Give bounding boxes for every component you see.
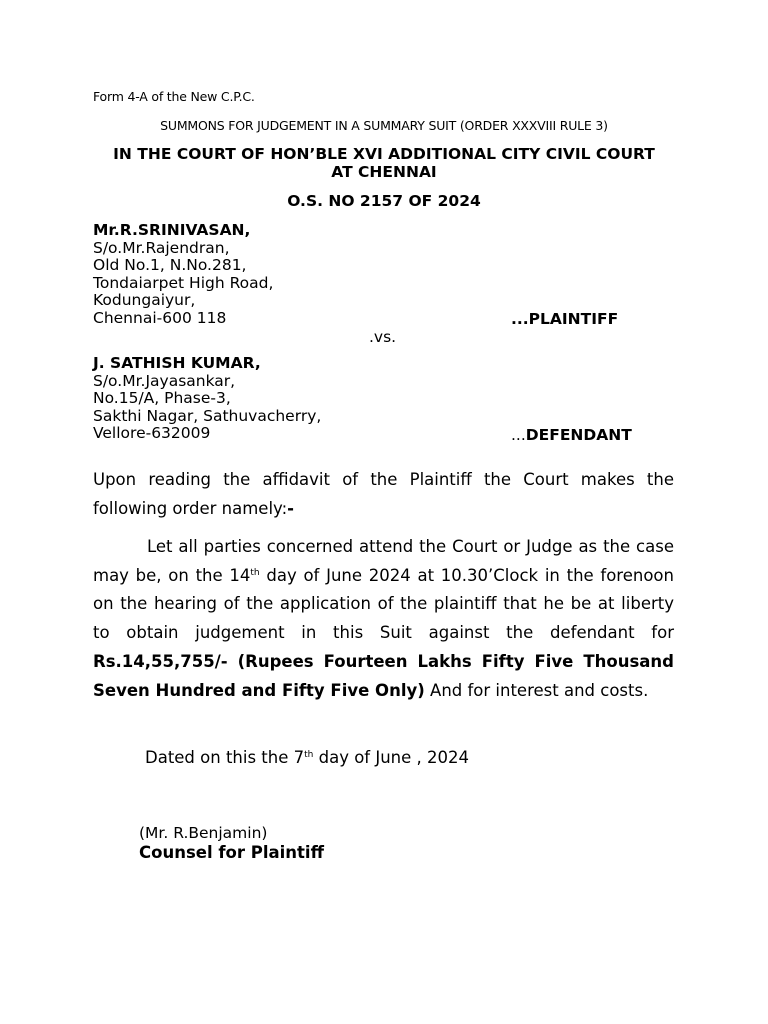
summons-title: SUMMONS FOR JUDGEMENT IN A SUMMARY SUIT (ORDER XXXVIII RULE 3) xyxy=(160,118,608,133)
order-paragraph-start: Let all parties concerned attend the Court or Judge as the case may be, on the 14 xyxy=(93,537,674,585)
dated-line xyxy=(145,744,469,772)
plaintiff-name: Mr.R.SRINIVASAN, xyxy=(93,221,251,239)
dated-suffix: day of June , 2024 xyxy=(313,748,470,767)
defendant-address-line: S/o.Mr.Jayasankar, xyxy=(93,371,236,390)
dated-superscript: th xyxy=(304,750,314,760)
plaintiff-role-prefix: ... xyxy=(511,310,529,328)
form-reference: Form 4-A of the New C.P.C. xyxy=(93,89,255,104)
defendant-address-line: Sakthi Nagar, Sathuvacherry, xyxy=(93,406,322,425)
plaintiff-address-line: Kodungaiyur, xyxy=(93,291,196,310)
plaintiff-role xyxy=(511,310,618,328)
defendant-address-line: No.15/A, Phase-3, xyxy=(93,389,231,408)
versus-label: .vs. xyxy=(369,328,397,346)
dated-prefix: Dated on this the 7 xyxy=(145,748,305,767)
court-heading-line-1: IN THE COURT OF HON’BLE XVI ADDITIONAL CITY CIVIL COURT xyxy=(113,145,655,163)
court-heading-line-2: AT CHENNAI xyxy=(331,163,437,181)
counsel-title: Counsel for Plaintiff xyxy=(139,843,324,862)
order-intro-text: Upon reading the affidavit of the Plaintiff the Court makes the following order namely: xyxy=(93,470,674,518)
defendant-role-prefix: ... xyxy=(511,426,526,444)
plaintiff-block xyxy=(93,222,273,328)
defendant-role xyxy=(511,426,632,444)
defendant-name: J. SATHISH KUMAR, xyxy=(93,354,261,372)
claim-amount: Rs.14,55,755/- (Rupees Fourteen Lakhs Fifty Five Thousand Seven Hundred and Fifty Five Only) xyxy=(93,651,674,700)
order-paragraph xyxy=(93,533,674,705)
case-number: O.S. NO 2157 OF 2024 xyxy=(287,192,481,210)
defendant-block xyxy=(93,355,321,443)
plaintiff-address-line: Old No.1, N.No.281, xyxy=(93,256,247,275)
defendant-role-label: DEFENDANT xyxy=(525,426,632,444)
plaintiff-role-label: PLAINTIFF xyxy=(528,310,619,328)
plaintiff-address-line: S/o.Mr.Rajendran, xyxy=(93,238,230,257)
order-intro xyxy=(93,466,674,523)
plaintiff-address-line: Tondaiarpet High Road, xyxy=(93,273,274,292)
plaintiff-address-line: Chennai-600 118 xyxy=(93,308,227,327)
defendant-address-line: Vellore-632009 xyxy=(93,424,211,443)
order-date-superscript: th xyxy=(250,567,260,578)
counsel-name: (Mr. R.Benjamin) xyxy=(139,824,268,842)
court-heading xyxy=(93,145,675,181)
order-intro-suffix: - xyxy=(287,498,295,518)
order-paragraph-end: And for interest and costs. xyxy=(424,680,649,700)
order-paragraph-middle: day of June 2024 at 10.30’Clock in the forenoon on the hearing of the application of the plaintiff that he be at liberty to obtain judgement in this Suit against the defendant for xyxy=(93,565,674,643)
